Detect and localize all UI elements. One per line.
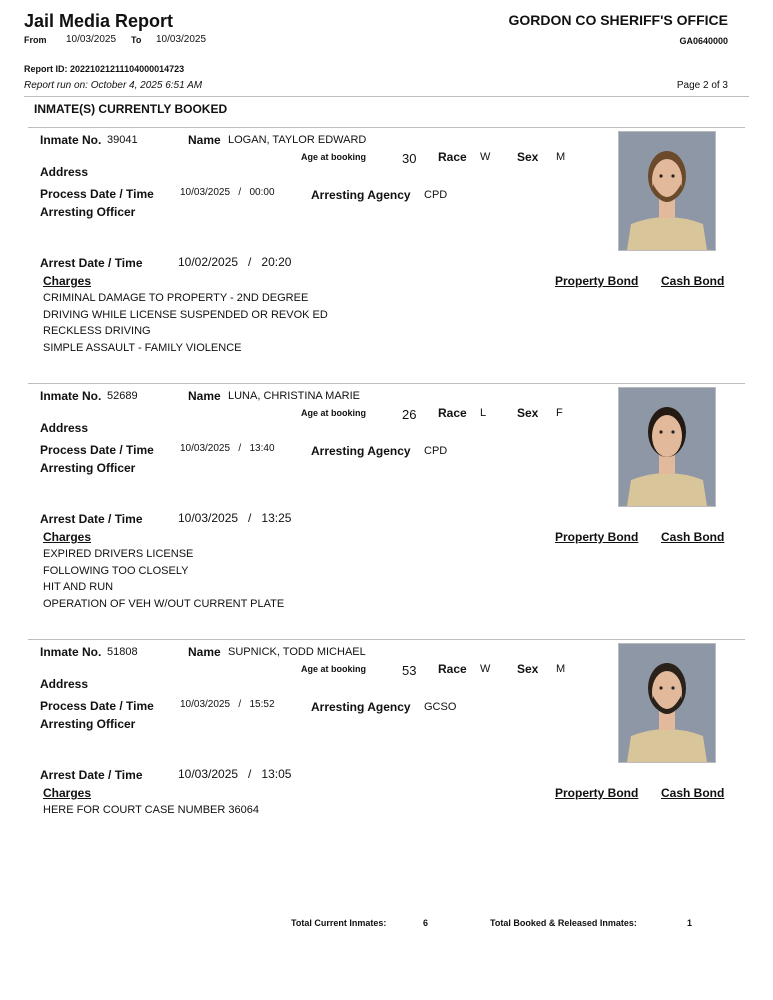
name-label: Name	[188, 389, 221, 403]
cash-bond-label: Cash Bond	[661, 530, 725, 544]
officer-label: Arresting Officer	[40, 205, 136, 219]
eye-left	[659, 686, 662, 689]
eye-right	[671, 686, 674, 689]
inmate-no-label: Inmate No.	[40, 389, 102, 403]
charges-list	[43, 802, 259, 819]
eye-left	[659, 174, 662, 177]
jumpsuit-shape	[627, 473, 707, 506]
inmate-divider	[28, 639, 745, 640]
arrest-label: Arrest Date / Time	[40, 768, 143, 782]
arrest-value: 10/03/2025 / 13:05	[178, 767, 292, 781]
race-value: W	[480, 151, 491, 163]
report-run: Report run on: October 4, 2025 6:51 AM	[24, 80, 203, 91]
charge-item: OPERATION OF VEH W/OUT CURRENT PLATE	[43, 597, 285, 610]
inmate-divider	[28, 383, 745, 384]
race-label: Race	[438, 406, 467, 420]
face-shape	[652, 415, 682, 457]
age-value: 53	[402, 663, 417, 678]
property-bond-label: Property Bond	[555, 274, 639, 288]
age-value: 26	[402, 407, 417, 422]
age-value: 30	[402, 151, 417, 166]
race-label: Race	[438, 150, 467, 164]
arrest-value: 10/03/2025 / 13:25	[178, 511, 292, 525]
officer-label: Arresting Officer	[40, 461, 136, 475]
process-label: Process Date / Time	[40, 443, 154, 457]
address-label: Address	[40, 677, 89, 691]
agency-value: CPD	[424, 445, 448, 457]
eye-right	[671, 174, 674, 177]
sex-value: F	[556, 407, 563, 419]
sex-label: Sex	[517, 406, 539, 420]
agency-label: Arresting Agency	[311, 188, 411, 202]
mugshot-photo	[618, 643, 716, 763]
eye-right	[671, 430, 674, 433]
address-label: Address	[40, 165, 89, 179]
inmate-name: LUNA, CHRISTINA MARIE	[228, 390, 361, 402]
charge-item: HIT AND RUN	[43, 581, 114, 594]
property-bond-label: Property Bond	[555, 530, 639, 544]
age-label: Age at booking	[301, 152, 366, 162]
eye-left	[659, 430, 662, 433]
process-label: Process Date / Time	[40, 187, 154, 201]
charges-label: Charges	[43, 786, 92, 800]
to-label: To	[131, 35, 142, 45]
charge-item: DRIVING WHILE LICENSE SUSPENDED OR REVOK ED	[43, 308, 328, 321]
agency-label: Arresting Agency	[311, 700, 411, 714]
agency-value: CPD	[424, 189, 448, 201]
inmate-no-label: Inmate No.	[40, 645, 102, 659]
charges-label: Charges	[43, 274, 92, 288]
age-label: Age at booking	[301, 408, 366, 418]
process-label: Process Date / Time	[40, 699, 154, 713]
sex-value: M	[556, 151, 566, 163]
property-bond-label: Property Bond	[555, 786, 639, 800]
race-value: W	[480, 663, 491, 675]
charges-list	[43, 290, 328, 356]
charge-item: EXPIRED DRIVERS LICENSE	[43, 548, 194, 560]
total-current-label: Total Current Inmates:	[291, 918, 387, 928]
from-label: From	[24, 35, 47, 45]
sex-label: Sex	[517, 150, 539, 164]
agency-name: GORDON CO SHERIFF'S OFFICE	[508, 12, 728, 28]
agency-label: Arresting Agency	[311, 444, 411, 458]
agency-value: GCSO	[424, 701, 457, 713]
name-label: Name	[188, 133, 221, 147]
charges-label: Charges	[43, 530, 92, 544]
inmate-no-label: Inmate No.	[40, 133, 102, 147]
agency-code: GA0640000	[679, 36, 728, 46]
race-value: L	[480, 407, 487, 419]
inmate-no-value: 51808	[107, 646, 138, 658]
inmate-name: LOGAN, TAYLOR EDWARD	[228, 134, 367, 146]
arrest-label: Arrest Date / Time	[40, 256, 143, 270]
mugshot-photo	[618, 387, 716, 507]
charge-item: HERE FOR COURT CASE NUMBER 36064	[43, 804, 259, 816]
officer-label: Arresting Officer	[40, 717, 136, 731]
process-value: 10/03/2025 / 13:40	[180, 443, 275, 454]
inmate-no-value: 39041	[107, 134, 138, 146]
address-label: Address	[40, 421, 89, 435]
to-date: 10/03/2025	[156, 34, 207, 45]
sex-value: M	[556, 663, 566, 675]
age-label: Age at booking	[301, 664, 366, 674]
charge-item: CRIMINAL DAMAGE TO PROPERTY - 2ND DEGREE	[43, 292, 309, 304]
total-booked-value: 1	[687, 918, 693, 928]
inmate-no-value: 52689	[107, 390, 138, 402]
charge-item: FOLLOWING TOO CLOSELY	[43, 564, 189, 577]
sex-label: Sex	[517, 662, 539, 676]
total-current-value: 6	[423, 918, 429, 928]
report-id: Report ID: 20221021211104000014723	[24, 64, 185, 74]
jumpsuit-shape	[627, 217, 707, 250]
jumpsuit-shape	[627, 729, 707, 762]
page-number: Page 2 of 3	[676, 80, 728, 91]
section-title: INMATE(S) CURRENTLY BOOKED	[34, 102, 228, 116]
from-date: 10/03/2025	[66, 34, 117, 45]
cash-bond-label: Cash Bond	[661, 274, 725, 288]
arrest-label: Arrest Date / Time	[40, 512, 143, 526]
race-label: Race	[438, 662, 467, 676]
report-title: Jail Media Report	[24, 11, 174, 31]
process-value: 10/03/2025 / 15:52	[180, 699, 275, 710]
section-divider	[28, 127, 745, 128]
mugshot-photo	[618, 131, 716, 251]
charges-list	[43, 546, 284, 612]
header-divider	[24, 96, 749, 97]
process-value: 10/03/2025 / 00:00	[180, 187, 275, 198]
charge-item: RECKLESS DRIVING	[43, 325, 151, 338]
arrest-value: 10/02/2025 / 20:20	[178, 255, 292, 269]
charge-item: SIMPLE ASSAULT - FAMILY VIOLENCE	[43, 341, 242, 354]
inmate-name: SUPNICK, TODD MICHAEL	[228, 646, 366, 658]
name-label: Name	[188, 645, 221, 659]
cash-bond-label: Cash Bond	[661, 786, 725, 800]
total-booked-label: Total Booked & Released Inmates:	[490, 918, 637, 928]
